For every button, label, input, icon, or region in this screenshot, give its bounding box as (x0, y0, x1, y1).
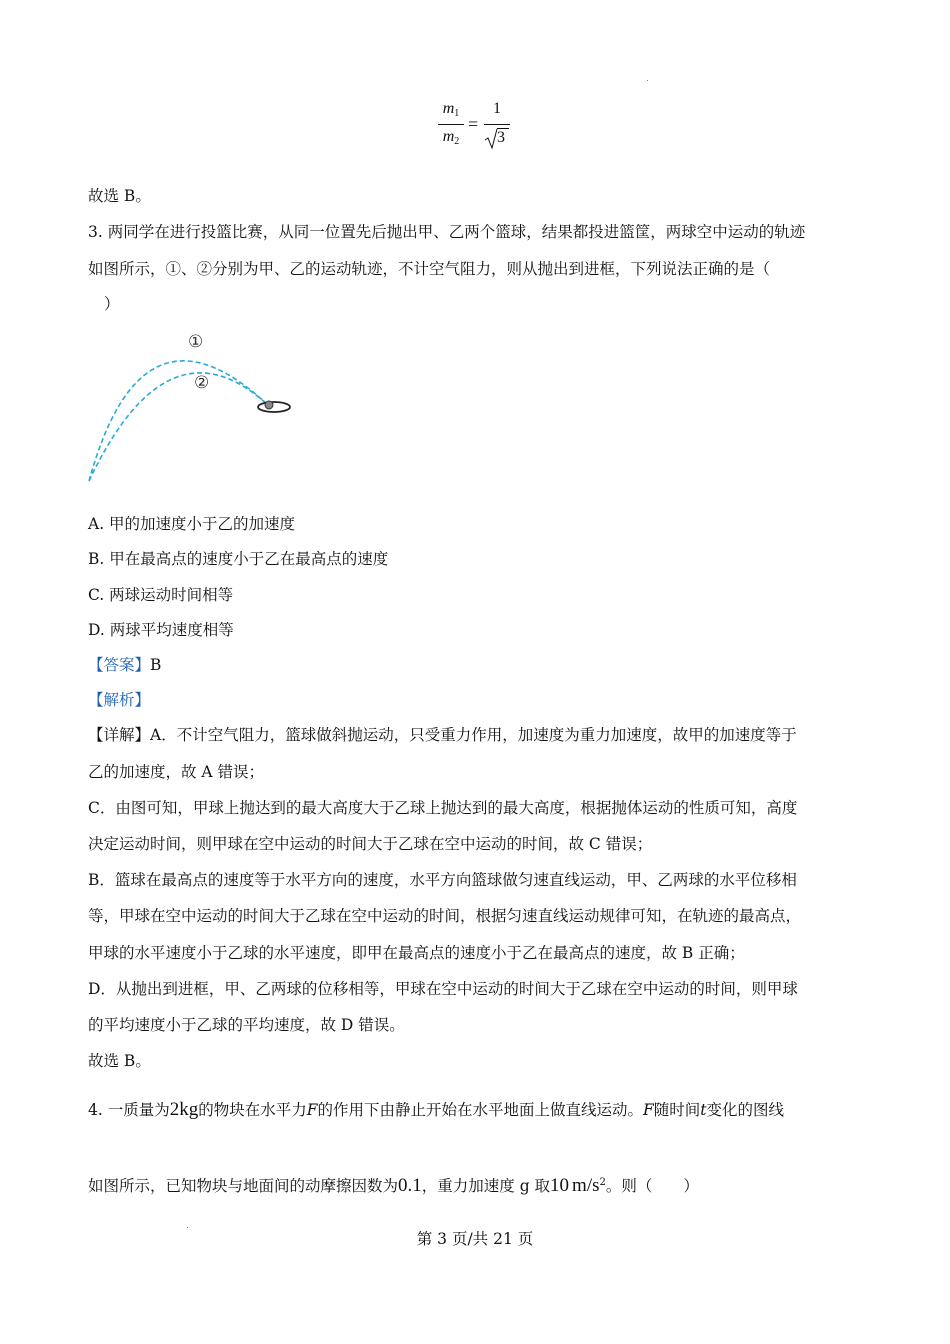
detail-a-line-1 (88, 725, 797, 745)
question-4-line-2 (88, 1170, 699, 1199)
q4-text-5: 变化的图线 (706, 1101, 785, 1119)
q4b-text-1: 如图所示，已知物块与地面间的动摩擦因数为 (88, 1177, 399, 1195)
q4-mass: 2kg (169, 1099, 199, 1120)
question-4-line-1 (88, 1097, 784, 1123)
formula-lhs (438, 100, 464, 147)
q4-force-symbol: F (306, 1101, 318, 1119)
q4-text-2: 的物块在水平力 (198, 1101, 307, 1119)
hoop-icon (258, 402, 290, 412)
trajectory-2 (89, 373, 268, 481)
equals-sign: = (468, 114, 479, 134)
lhs-fraction-bar (438, 124, 464, 125)
rhs-fraction-bar (484, 124, 510, 125)
detail-d-line-1: D．从抛出到进框，甲、乙两球的位移相等，甲球在空中运动的时间大于乙球在空中运动的时间，则甲球 (88, 980, 798, 998)
q4b-gravity-exponent: 2 (599, 1177, 606, 1188)
conclusion-2: 故选 B。 (88, 1052, 151, 1070)
q4-text-3: 的作用下由静止开始在水平地面上做直线运动。 (317, 1101, 644, 1119)
detail-c-line-1: C．由图可知，甲球上抛达到的最大高度大于乙球上抛达到的最大高度，根据抛体运动的性质可知，高度 (88, 799, 798, 817)
detail-tag: 【详解】 (88, 726, 151, 744)
sqrt-expression (484, 126, 510, 150)
trajectory-1 (89, 361, 268, 481)
option-c: C. 两球运动时间相等 (88, 586, 234, 604)
q4-force-symbol-2: F (643, 1101, 654, 1119)
conclusion-1: 故选 B。 (88, 187, 151, 205)
q4b-gravity-unit: m/s (572, 1175, 600, 1196)
question-3-line-1: 3. 两同学在进行投篮比赛，从同一位置先后抛出甲、乙两个篮球，结果都投进篮筐，两球空中运动的轨迹 (88, 223, 806, 241)
trajectory-2-label: ② (194, 373, 210, 393)
lhs-denominator: m (442, 128, 455, 145)
q4b-friction-coefficient: 0.1 (398, 1175, 422, 1196)
answer-line (88, 655, 161, 675)
question-3-line-3: ） (104, 295, 120, 313)
sqrt-sign-icon (484, 128, 498, 150)
ball-icon (265, 401, 273, 409)
answer-value: B (150, 656, 162, 674)
q4b-text-3: 。则（ ） (605, 1177, 699, 1195)
ratio-formula (438, 100, 518, 152)
lhs-denominator-sub: 2 (454, 136, 460, 147)
q4b-text-2: ，重力加速度 g 取 (421, 1177, 551, 1195)
detail-b-line-3: 甲球的水平速度小于乙球的水平速度，即甲在最高点的速度小于乙在最高点的速度，故 B 正确； (88, 944, 745, 962)
page-footer: 第 3 页/共 21 页 (416, 1230, 534, 1248)
scan-dot (647, 80, 648, 81)
lhs-numerator-sub: 1 (454, 108, 460, 119)
detail-c-line-2: 决定运动时间，则甲球在空中运动的时间大于乙球在空中运动的时间，故 C 错误； (88, 835, 653, 853)
radicand: 3 (497, 129, 505, 146)
detail-a-text: A．不计空气阻力，篮球做斜抛运动，只受重力作用，加速度为重力加速度，故甲的加速度等于 (150, 726, 797, 744)
analysis-tag: 【解析】 (88, 691, 151, 709)
rhs-numerator: 1 (493, 100, 501, 117)
formula-rhs (484, 100, 510, 146)
lhs-numerator: m (442, 100, 455, 117)
trajectory-figure (80, 318, 310, 488)
option-b: B. 甲在最高点的速度小于乙在最高点的速度 (88, 550, 389, 568)
q4-text-1: 4. 一质量为 (88, 1101, 170, 1119)
q4-time-symbol: t (700, 1101, 707, 1119)
detail-b-line-2: 等，甲球在空中运动的时间大于乙球在空中运动的时间，根据匀速直线运动规律可知，在轨迹的最高点， (88, 907, 802, 925)
detail-d-line-2: 的平均速度小于乙球的平均速度，故 D 错误。 (88, 1016, 405, 1034)
q4b-gravity-value: 10 (550, 1175, 570, 1196)
option-a: A. 甲的加速度小于乙的加速度 (88, 515, 296, 533)
detail-a-line-2: 乙的加速度，故 A 错误； (88, 763, 265, 781)
trajectory-1-label: ① (188, 332, 204, 352)
answer-tag: 【答案】 (88, 656, 151, 674)
question-3-line-2: 如图所示，①、②分别为甲、乙的运动轨迹，不计空气阻力，则从抛出到进框，下列说法正确的是（ (88, 260, 771, 278)
option-d: D. 两球平均速度相等 (88, 621, 234, 639)
q4-text-4: 随时间 (653, 1101, 701, 1119)
detail-b-line-1: B．篮球在最高点的速度等于水平方向的速度，水平方向篮球做匀速直线运动，甲、乙两球的水平位移相 (88, 871, 797, 889)
